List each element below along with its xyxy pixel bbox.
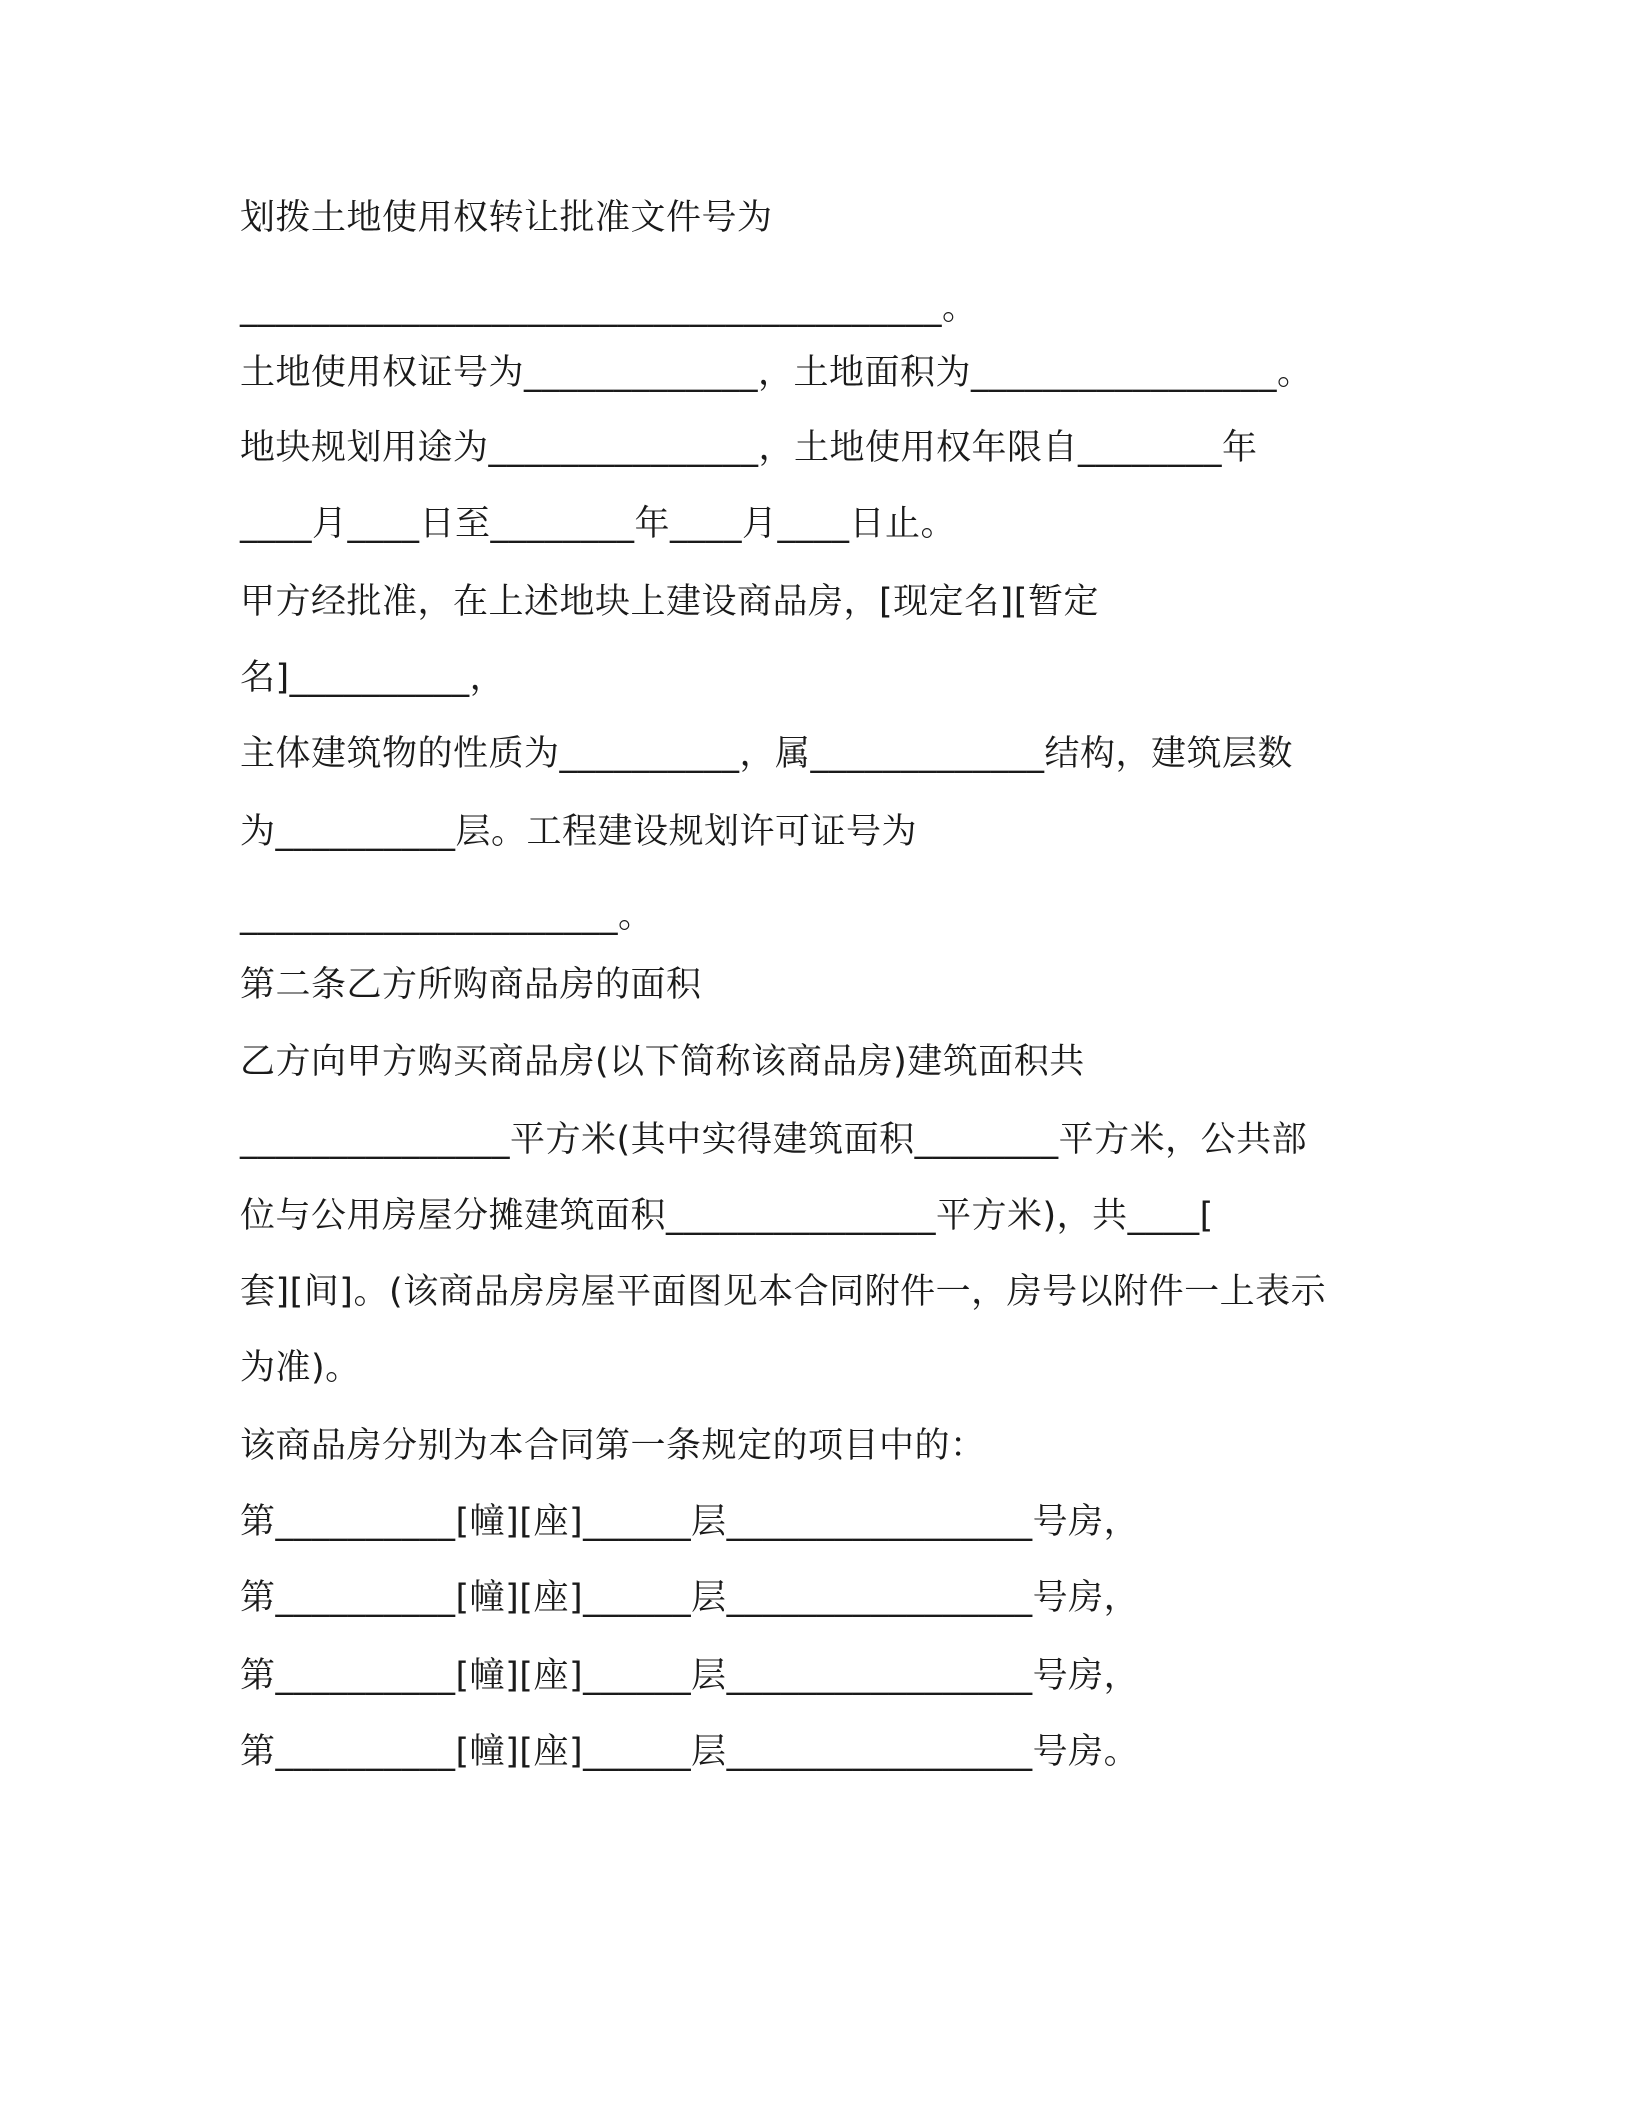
unit-line: 第__________[幢][座]______层_________________号房， [240,1656,1140,1696]
text-line: 主体建筑物的性质为__________，属_____________结构，建筑层数 [240,734,1294,774]
unit-line: 第__________[幢][座]______层_________________号房， [240,1578,1140,1618]
text-line: 位与公用房屋分摊建筑面积_______________平方米)，共____[ [240,1196,1214,1236]
text-line: _____________________。 [240,896,654,936]
text-line: 土地使用权证号为_____________，土地面积为_________________。 [240,353,1313,393]
text-line: 划拨土地使用权转让批准文件号为 [240,198,773,238]
text-line: 乙方向甲方购买商品房(以下简称该商品房)建筑面积共 [240,1042,1085,1082]
text-line: _______________________________________。 [240,288,978,328]
text-line: 甲方经批准，在上述地块上建设商品房，[现定名][暂定 [240,582,1099,622]
text-line: 为__________层。工程建设规划许可证号为 [240,812,918,852]
text-line: 为准)。 [240,1348,361,1388]
text-line: _______________平方米(其中实得建筑面积________平方米，公共部 [240,1120,1308,1160]
text-line: ____月____日至________年____月____日止。 [240,504,957,544]
text-line: 名]__________， [240,658,506,698]
text-line: 地块规划用途为_______________，土地使用权年限自________年 [240,428,1258,468]
text-line: 套][间]。(该商品房房屋平面图见本合同附件一，房号以附件一上表示 [240,1272,1327,1312]
text-line: 该商品房分别为本合同第一条规定的项目中的： [240,1426,986,1466]
unit-line: 第__________[幢][座]______层_________________号房， [240,1502,1140,1542]
unit-line: 第__________[幢][座]______层_________________号房。 [240,1732,1140,1772]
section-heading: 第二条乙方所购商品房的面积 [240,965,702,1005]
